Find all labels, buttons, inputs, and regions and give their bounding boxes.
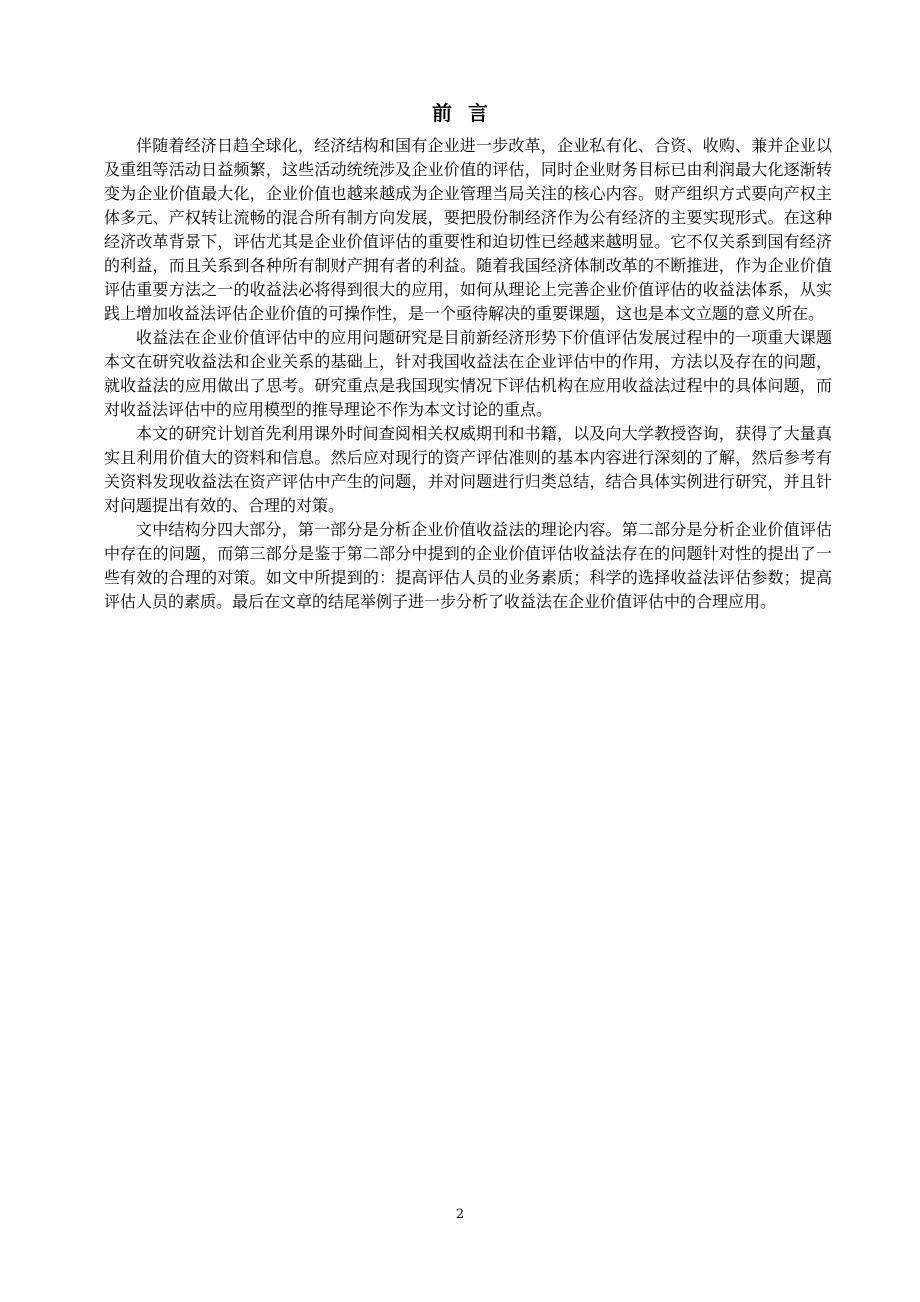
paragraph-2: 收益法在企业价值评估中的应用问题研究是目前新经济形势下价值评估发展过程中的一项重大课题本文在研究收益法和企业关系的基础上，针对我国收益法在企业评估中的作用，方法以及存在的问题，就收益法的应用做出了思考。研究重点是我国现实情况下评估机构在应用收益法过程中的具体问题，而对收益法评估中的应用模型的推导理论不作为本文讨论的重点。 bbox=[104, 328, 832, 419]
body-text bbox=[104, 134, 832, 614]
paragraph-4: 文中结构分四大部分，第一部分是分析企业价值收益法的理论内容。第二部分是分析企业价值评估中存在的问题，而第三部分是鉴于第二部分中提到的企业价值评估收益法存在的问题针对性的提出了一些有效的合理的对策。如文中所提到的：提高评估人员的业务素质；科学的选择收益法评估参数；提高评估人员的素质。最后在文章的结尾举例子进一步分析了收益法在企业价值评估中的合理应用。 bbox=[104, 520, 832, 611]
page-number: 2 bbox=[455, 1207, 465, 1222]
page-title: 前言 bbox=[432, 101, 504, 125]
paragraph-1: 伴随着经济日趋全球化，经济结构和国有企业进一步改革，企业私有化、合资、收购、兼并企业以及重组等活动日益频繁，这些活动统统涉及企业价值的评估，同时企业财务目标已由利润最大化逐渐转变为企业价值最大化，企业价值也越来越成为企业管理当局关注的核心内容。财产组织方式要向产权主体多元、产权转让流畅的混合所有制方向发展，要把股份制经济作为公有经济的主要实现形式。在这种经济改革背景下，评估尤其是企业价值评估的重要性和迫切性已经越来越明显。它不仅关系到国有经济的利益，而且关系到各种所有制财产拥有者的利益。随着我国经济体制改革的不断推进，作为企业价值评估重要方法之一的收益法必将得到很大的应用，如何从理论上完善企业价值评估的收益法体系，从实践上增加收益法评估企业价值的可操作性，是一个亟待解决的重要课题，这也是本文立题的意义所在。 bbox=[104, 136, 832, 323]
paragraph-3: 本文的研究计划首先利用课外时间查阅相关权威期刊和书籍，以及向大学教授咨询，获得了大量真实且利用价值大的资料和信息。然后应对现行的资产评估准则的基本内容进行深刻的了解，然后参考有关资料发现收益法在资产评估中产生的问题，并对问题进行归类总结，结合具体实例进行研究，并且针对问题提出有效的、合理的对策。 bbox=[104, 424, 832, 515]
